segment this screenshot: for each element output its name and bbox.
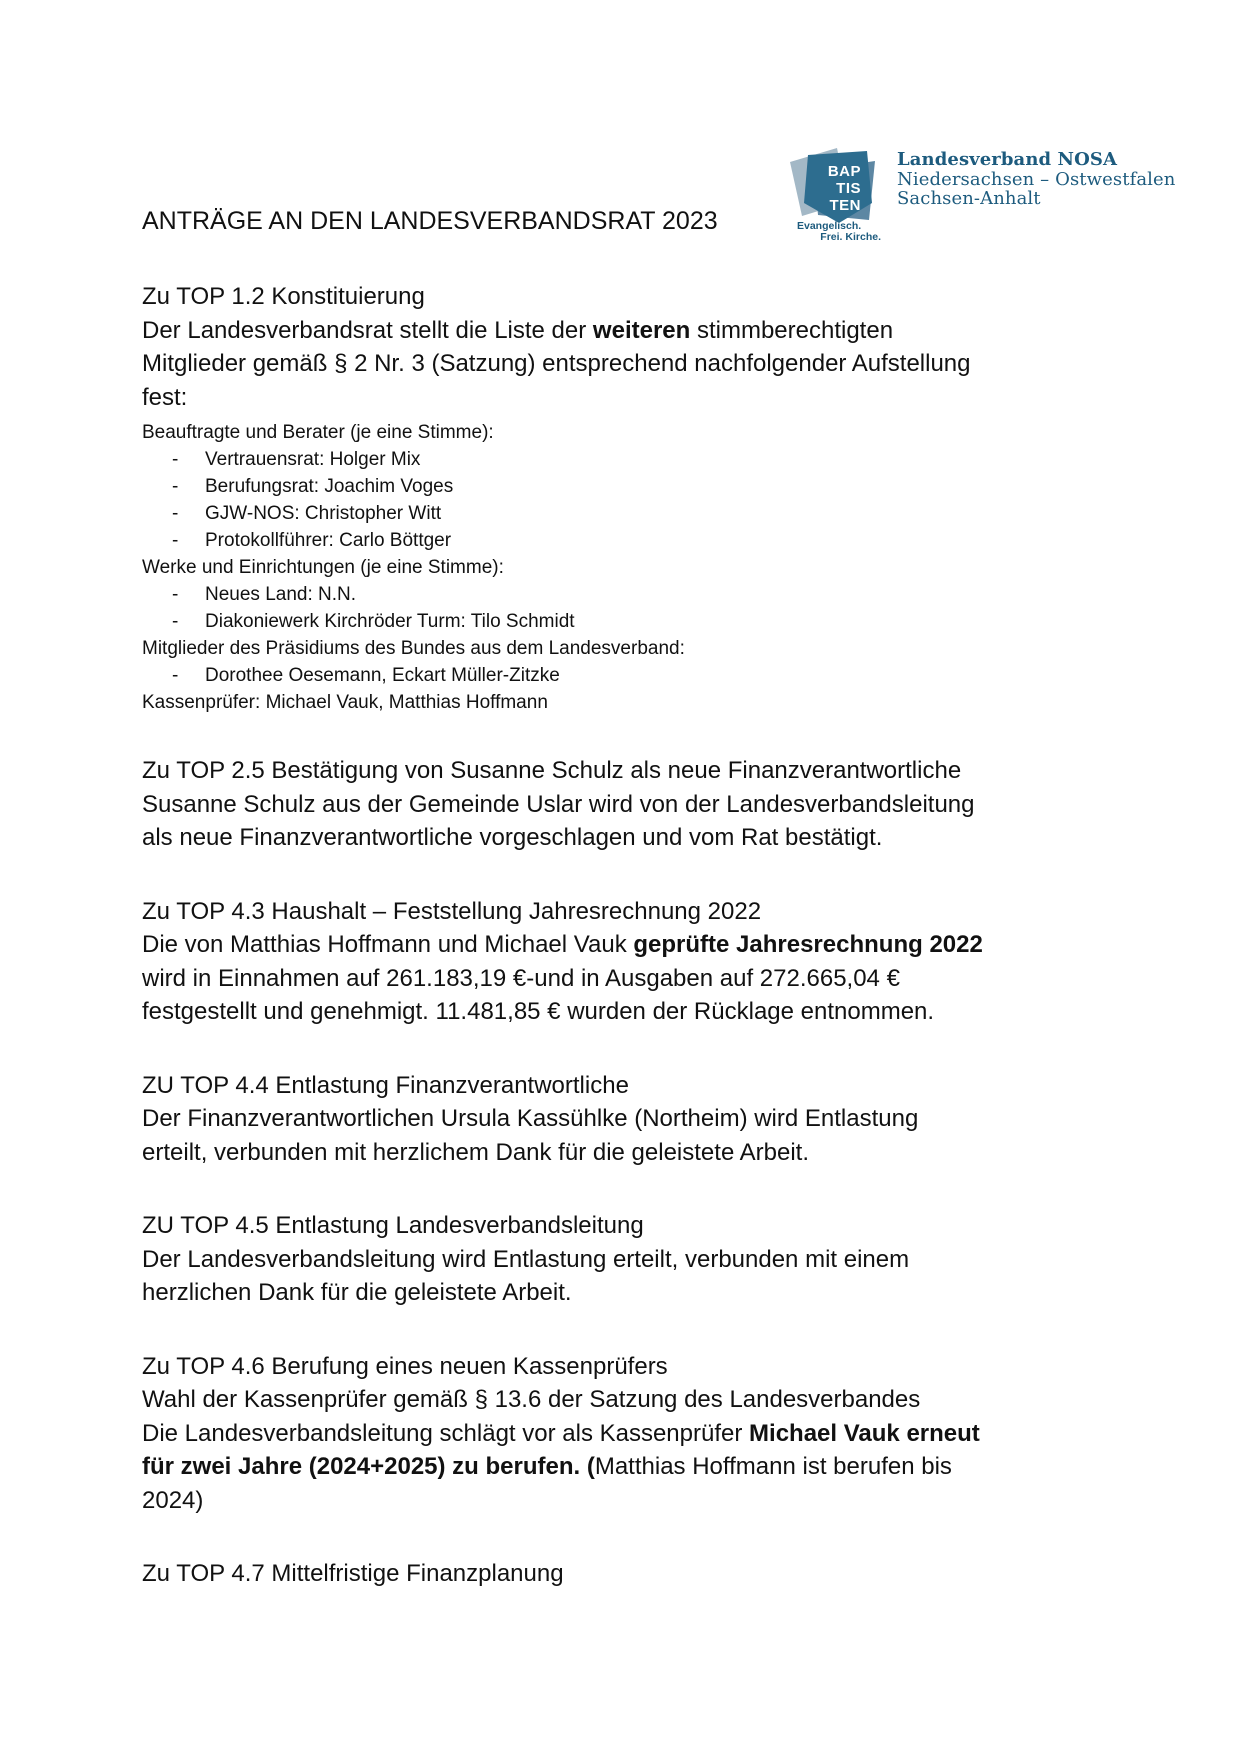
text-segment: Mitglieder des Präsidiums des Bundes aus dem Landesverband: (142, 638, 685, 659)
text-segment: ZU TOP 4.4 Entlastung Finanzverantwortliche (142, 1071, 629, 1099)
document-content (142, 204, 1147, 1591)
text-line (142, 754, 1147, 788)
org-region-line1: Niedersachsen – Ostwestfalen (897, 168, 1176, 190)
bold-text-segment: geprüfte Jahresrechnung 2022 (633, 931, 983, 958)
logo-text-line3: TEN (829, 197, 861, 214)
text-line (142, 1102, 1147, 1136)
text-segment: Susanne Schulz aus der Gemeinde Uslar wird von der Landesverbandsleitung (142, 790, 975, 818)
text-segment: Der Finanzverantwortlichen Ursula Kassühlke (Northeim) wird Entlastung (142, 1105, 919, 1132)
text-line (142, 347, 1147, 381)
text-line (142, 821, 1147, 855)
text-line (142, 1484, 1147, 1518)
org-region-line2: Sachsen-Anhalt (897, 188, 1041, 209)
paragraph (142, 1557, 1147, 1591)
bullet-text: Berufungsrat: Joachim Voges (205, 476, 454, 497)
text-segment: Zu TOP 2.5 Bestätigung von Susanne Schulz als neue Finanzverantwortliche (142, 757, 962, 784)
bold-text-segment: Michael Vauk erneut (749, 1419, 980, 1447)
bullet-dash-icon: - (172, 530, 179, 551)
text-segment: Mitglieder gemäß § 2 Nr. 3 (Satzung) entsprechend nachfolgender Aufstellung (142, 350, 971, 377)
logo-tagline-line1: Evangelisch. (797, 220, 862, 232)
text-segment: Zu TOP 4.7 Mittelfristige Finanzplanung (142, 1560, 564, 1587)
paragraph (142, 635, 1147, 662)
text-line (142, 1276, 1147, 1310)
text-line (142, 1450, 1147, 1484)
bullet-item (142, 473, 1147, 500)
bullet-list (142, 581, 1147, 635)
text-line (142, 1243, 1147, 1277)
bold-text-segment: weiteren (592, 316, 691, 344)
text-segment: Werke und Einrichtungen (je eine Stimme): (142, 557, 504, 578)
text-line (142, 995, 1147, 1029)
bullet-item (142, 500, 1147, 527)
text-segment: ZU TOP 4.5 Entlastung Landesverbandsleitung (142, 1212, 644, 1239)
text-line (142, 1069, 1147, 1103)
org-name: Landesverband NOSA (897, 149, 1118, 170)
text-segment: Zu TOP 4.3 Haushalt – Feststellung Jahresrechnung 2022 (142, 897, 762, 925)
bullet-dash-icon: - (172, 503, 179, 524)
bullet-item (142, 608, 1147, 635)
paragraph (142, 419, 1147, 446)
text-segment: Die Landesverbandsleitung schlägt vor als Kassenprüfer (142, 1419, 750, 1447)
text-line (142, 895, 1147, 929)
paragraph (142, 689, 1147, 716)
bold-text-segment: für zwei Jahre (2024+2025) zu berufen. ( (142, 1453, 595, 1480)
text-segment: erteilt, verbunden mit herzlichem Dank für die geleistete Arbeit. (142, 1138, 809, 1166)
text-line (142, 635, 1147, 662)
bullet-dash-icon: - (172, 476, 179, 497)
text-segment: Kassenprüfer: Michael Vauk, Matthias Hoffmann (142, 692, 548, 713)
text-line (142, 1136, 1147, 1170)
text-segment: wird in Einnahmen auf 261.183,19 €-und in Ausgaben auf 272.665,04 € (142, 964, 900, 992)
text-line (142, 314, 1147, 348)
text-line (142, 1557, 1147, 1591)
bullet-item (142, 527, 1147, 554)
logo-tagline-line2: Frei. Kirche. (820, 231, 881, 243)
text-segment: festgestellt und genehmigt. 11.481,85 € wurden der Rücklage entnommen. (142, 998, 935, 1025)
paragraph (142, 1069, 1147, 1170)
paragraph (142, 1209, 1147, 1310)
text-segment: herzlichen Dank für die geleistete Arbeit. (142, 1279, 572, 1306)
bullet-list (142, 446, 1147, 554)
page-title: ANTRÄGE AN DEN LANDESVERBANDSRAT 2023 (142, 207, 718, 235)
bullet-text: GJW-NOS: Christopher Witt (205, 503, 442, 524)
paragraph (142, 280, 1147, 414)
text-line (142, 1209, 1147, 1243)
bullet-text: Vertrauensrat: Holger Mix (205, 449, 421, 470)
text-line (142, 1383, 1147, 1417)
paragraph (142, 554, 1147, 581)
text-line (142, 419, 1147, 446)
text-line (142, 1350, 1147, 1384)
text-segment: Zu TOP 1.2 Konstituierung (142, 283, 425, 310)
bullet-list (142, 662, 1147, 689)
text-segment: fest: (142, 383, 188, 411)
text-line (142, 962, 1147, 996)
document-body (142, 280, 1147, 1591)
bullet-dash-icon: - (172, 584, 179, 605)
bullet-item (142, 581, 1147, 608)
paragraph (142, 1350, 1147, 1518)
text-segment: 2024) (142, 1486, 204, 1514)
bullet-text: Dorothee Oesemann, Eckart Müller-Zitzke (205, 665, 560, 686)
bullet-dash-icon: - (172, 449, 179, 470)
text-segment: Der Landesverbandsrat stellt die Liste der (142, 316, 593, 344)
paragraph (142, 895, 1147, 1029)
logo-text-line2: TIS (836, 180, 861, 197)
text-segment: Der Landesverbandsleitung wird Entlastung erteilt, verbunden mit einem (142, 1245, 910, 1273)
bullet-item (142, 662, 1147, 689)
bullet-dash-icon: - (172, 665, 179, 686)
text-segment: stimmberechtigten (690, 316, 894, 344)
text-segment: Wahl der Kassenprüfer gemäß § 13.6 der Satzung des Landesverbandes (142, 1386, 921, 1413)
text-line (142, 381, 1147, 415)
org-lockup (897, 150, 1217, 209)
text-line (142, 1417, 1147, 1451)
bullet-text: Protokollführer: Carlo Böttger (205, 530, 452, 551)
text-line (142, 928, 1147, 962)
text-line (142, 788, 1147, 822)
bullet-text: Neues Land: N.N. (205, 584, 357, 605)
bullet-text: Diakoniewerk Kirchröder Turm: Tilo Schmidt (205, 611, 575, 632)
text-segment: Zu TOP 4.6 Berufung eines neuen Kassenprüfers (142, 1352, 668, 1380)
bullet-dash-icon: - (172, 611, 179, 632)
text-segment: Die von Matthias Hoffmann und Michael Vauk (142, 931, 634, 958)
text-line (142, 280, 1147, 314)
text-line (142, 689, 1147, 716)
bullet-item (142, 446, 1147, 473)
paragraph (142, 754, 1147, 855)
text-segment: Matthias Hoffmann ist berufen bis (594, 1453, 952, 1480)
text-segment: als neue Finanzverantwortliche vorgeschlagen und vom Rat bestätigt. (142, 824, 883, 851)
text-line (142, 554, 1147, 581)
text-segment: Beauftragte und Berater (je eine Stimme): (142, 422, 494, 443)
logo-text-line1: BAP (827, 163, 861, 180)
